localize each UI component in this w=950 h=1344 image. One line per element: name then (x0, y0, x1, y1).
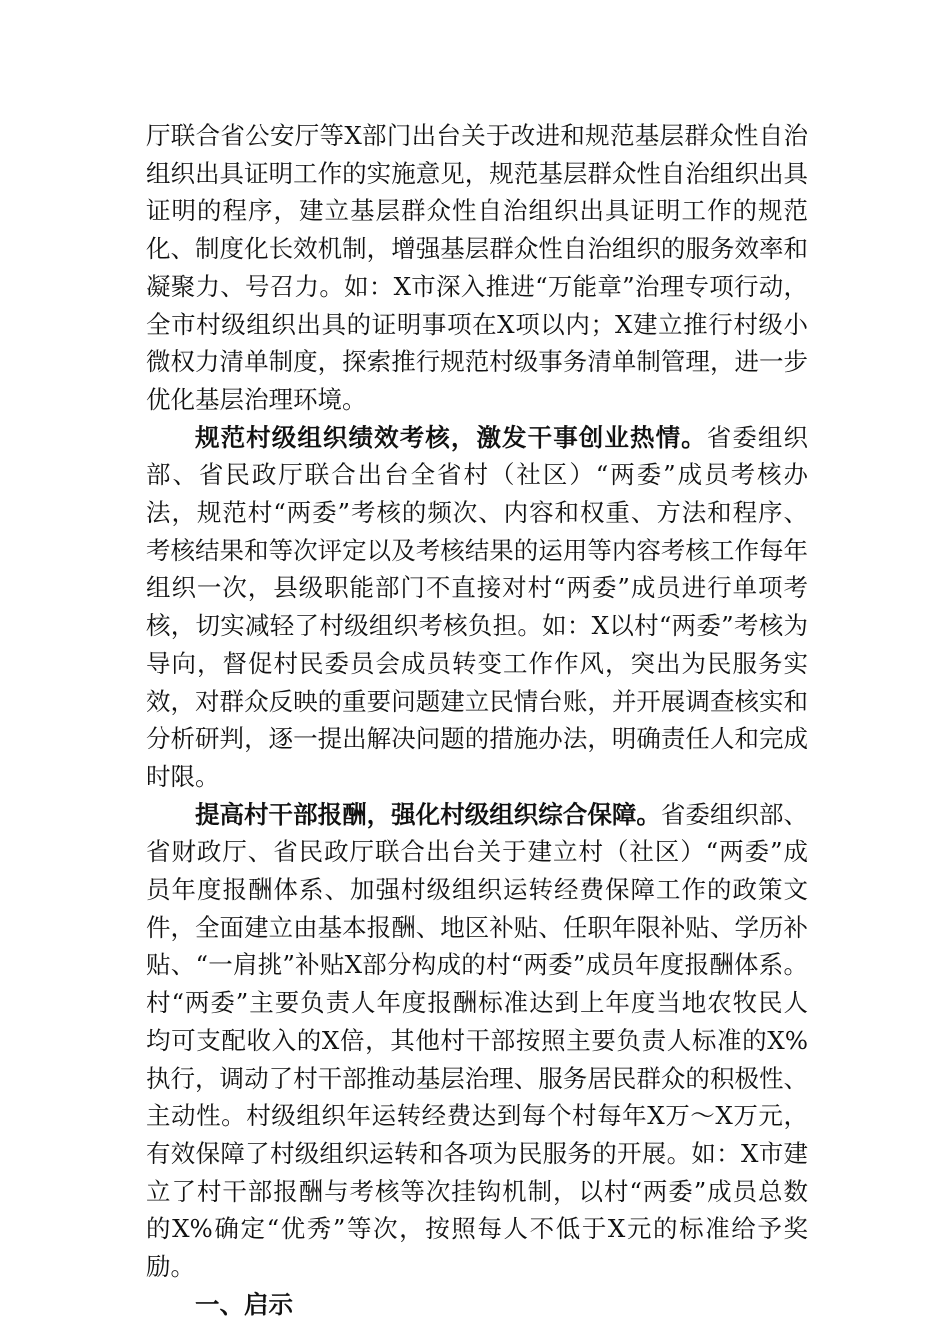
paragraph-3 (146, 796, 808, 1286)
paragraph-1 (146, 117, 808, 419)
document-body (146, 117, 808, 1324)
paragraph-1-text: 厅联合省公安厅等X部门出台关于改进和规范基层群众性自治组织出具证明工作的实施意见，规范基层群众性自治组织出具证明的程序，建立基层群众性自治组织出具证明工作的规范化、制度化长效机制，增强基层群众性自治组织的服务效率和凝聚力、号召力。如：X市深入推进“万能章”治理专项行动，全市村级组织出具的证明事项在X项以内；X建立推行村级小微权力清单制度，探索推行规范村级事务清单制管理，进一步优化基层治理环境。 (146, 121, 808, 414)
paragraph-2 (146, 419, 808, 796)
paragraph-3-lead: 提高村干部报酬，强化村级组织综合保障。 (195, 799, 661, 829)
section-heading: 一、启示 (195, 1289, 293, 1319)
paragraph-2-text: 省委组织部、省民政厅联合出台全省村（社区）“两委”成员考核办法，规范村“两委”考核的频次、内容和权重、方法和程序、考核结果和等次评定以及考核结果的运用等内容考核工作每年组织一次，县级职能部门不直接对村“两委”成员进行单项考核，切实减轻了村级组织考核负担。如：X以村“两委”考核为导向，督促村民委员会成员转变工作作风，突出为民服务实效，对群众反映的重要问题建立民情台账，并开展调查核实和分析研判，逐一提出解决问题的措施办法，明确责任人和完成时限。 (146, 422, 809, 791)
paragraph-2-lead: 规范村级组织绩效考核，激发干事创业热情。 (195, 422, 707, 452)
paragraph-3-text: 省委组织部、省财政厅、省民政厅联合出台关于建立村（社区）“两委”成员年度报酬体系、加强村级组织运转经费保障工作的政策文件，全面建立由基本报酬、地区补贴、任职年限补贴、学历补贴、“一肩挑”补贴X部分构成的村“两委”成员年度报酬体系。村“两委”主要负责人年度报酬标准达到上年度当地农牧民人均可支配收入的X倍，其他村干部按照主要负责人标准的X%执行，调动了村干部推动基层治理、服务居民群众的积极性、主动性。村级组织年运转经费达到每个村每年X万～X万元，有效保障了村级组织运转和各项为民服务的开展。如：X市建立了村干部报酬与考核等次挂钩机制，以村“两委”成员总数的X%确定“优秀”等次，按照每人不低于X元的标准给予奖励。 (146, 799, 809, 1282)
